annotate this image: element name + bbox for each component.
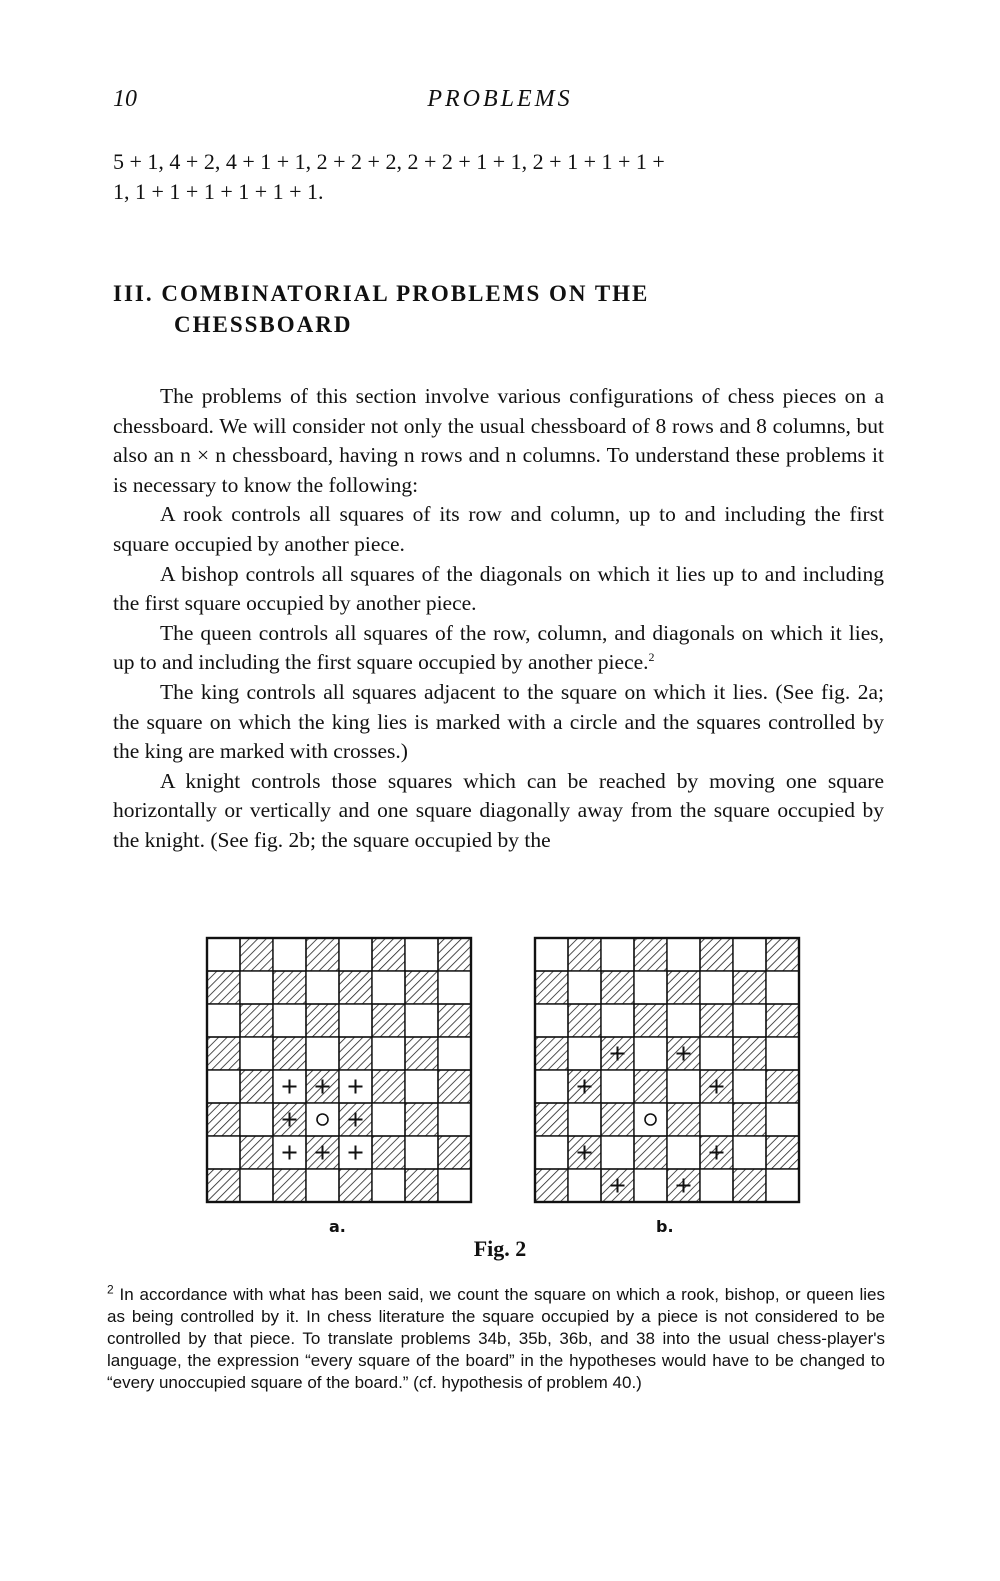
board-a-square — [306, 1169, 339, 1202]
board-a-square — [207, 1169, 240, 1202]
board-a-square — [207, 1103, 240, 1136]
sum-line-2: 1, 1 + 1 + 1 + 1 + 1 + 1. — [113, 179, 324, 204]
board-b-square — [700, 938, 733, 971]
board-a-square — [372, 1136, 405, 1169]
board-b-square — [667, 1070, 700, 1103]
board-b-square — [601, 1070, 634, 1103]
board-b-square — [601, 1004, 634, 1037]
board-b-square — [601, 1103, 634, 1136]
figure-label-a: a. — [329, 1217, 346, 1236]
board-a-square — [438, 938, 471, 971]
board-a-square — [372, 1103, 405, 1136]
board-b-square — [535, 971, 568, 1004]
board-b-square — [535, 1004, 568, 1037]
board-b-square — [700, 1103, 733, 1136]
body-text — [113, 382, 884, 856]
figure-caption: Fig. 2 — [473, 1236, 527, 1261]
running-head — [0, 86, 1000, 118]
board-a-square — [405, 1169, 438, 1202]
board-a-square — [339, 1169, 372, 1202]
board-a-square — [372, 1004, 405, 1037]
footnote-text: In accordance with what has been said, we count the square on which a rook, bishop, or queen lies as being controlled by it. In chess literature the square occupied by a piece is not considered to be controlled by that piece. To translate problems 34b, 35b, 36b, and 38 into the usual chess-player's language, the expression “every square of the board” in the hypotheses would have to be changed to “every unoccupied square of the board.” (cf. hypothesis of problem 40.) — [107, 1285, 885, 1392]
board-b-square — [601, 1136, 634, 1169]
board-a-square — [339, 1004, 372, 1037]
board-b-square — [733, 1070, 766, 1103]
board-b-square — [601, 938, 634, 971]
board-b-square — [568, 1103, 601, 1136]
board-b-square — [568, 1037, 601, 1070]
board-b-square — [535, 1037, 568, 1070]
board-b-square — [667, 938, 700, 971]
paragraph-king: The king controls all squares adjacent to the square on which it lies. (See fig. 2a; the square on which the king lies is marked with a circle and the squares controlled by the king are marked with crosses.) — [113, 679, 884, 764]
board-b-square — [667, 1136, 700, 1169]
board-b-square — [766, 1004, 799, 1037]
board-a-square — [405, 938, 438, 971]
footnote-ref: 2 — [648, 650, 655, 665]
board-a-square — [240, 971, 273, 1004]
board-b-square — [766, 938, 799, 971]
board-b-square — [535, 1169, 568, 1202]
board-a-square — [438, 1037, 471, 1070]
footnote — [107, 1284, 885, 1394]
board-b-square — [700, 971, 733, 1004]
paragraph-rook: A rook controls all squares of its row and column, up to and including the first square occupied by another piece. — [113, 502, 884, 556]
board-a-square — [207, 1070, 240, 1103]
board-a-square — [207, 1004, 240, 1037]
board-a-square — [306, 1037, 339, 1070]
board-a-square — [339, 938, 372, 971]
board-a-square — [207, 938, 240, 971]
board-b-square — [667, 1004, 700, 1037]
figure-label-b: b. — [656, 1217, 674, 1236]
page-number: 10 — [113, 86, 137, 112]
board-a-square — [372, 971, 405, 1004]
board-b-square — [700, 1004, 733, 1037]
paragraph-queen-text: The queen controls all squares of the row, column, and diagonals on which it lies, up to and including the first square occupied by another piece. — [113, 620, 884, 675]
board-a-square — [240, 938, 273, 971]
board-a-square — [273, 1037, 306, 1070]
board-a-square — [438, 1103, 471, 1136]
board-b-square — [733, 1136, 766, 1169]
board-b-square — [766, 1070, 799, 1103]
board-a-square — [240, 1169, 273, 1202]
board-a-square — [438, 1070, 471, 1103]
board-b-square — [535, 938, 568, 971]
board-a-square — [240, 1103, 273, 1136]
board-a-square — [240, 1136, 273, 1169]
board-a-square — [240, 1070, 273, 1103]
board-a-square — [405, 971, 438, 1004]
board-b-square — [766, 1037, 799, 1070]
board-a-square — [405, 1070, 438, 1103]
board-b-square — [568, 971, 601, 1004]
board-b-square — [700, 1169, 733, 1202]
board-a-square — [372, 1037, 405, 1070]
board-a-square — [240, 1004, 273, 1037]
paragraph-queen — [113, 619, 884, 678]
board-b-square — [568, 1004, 601, 1037]
board-a-square — [306, 938, 339, 971]
sum-line-1: 5 + 1, 4 + 2, 4 + 1 + 1, 2 + 2 + 2, 2 + 2 + 1 + 1, 2 + 1 + 1 + 1 + — [113, 149, 665, 174]
section-heading-line-2: CHESSBOARD — [174, 312, 353, 337]
board-b-square — [667, 1103, 700, 1136]
board-b-square — [634, 1037, 667, 1070]
partition-sums — [113, 147, 885, 207]
paragraph-intro: The problems of this section involve various configurations of chess pieces on a chessboard. We will consider not only the usual chessboard of 8 rows and 8 columns, but also an n × n chessboard, having n rows and n columns. To understand these problems it is necessary to know the following: — [113, 384, 884, 497]
paragraph-bishop: A bishop controls all squares of the diagonals on which it lies up to and including the first square occupied by another piece. — [113, 561, 884, 616]
board-b-square — [766, 971, 799, 1004]
board-b-square — [766, 1169, 799, 1202]
running-title: PROBLEMS — [427, 86, 573, 112]
board-b-square — [766, 1136, 799, 1169]
board-b-square — [733, 971, 766, 1004]
board-a-square — [372, 1070, 405, 1103]
board-a-square — [273, 971, 306, 1004]
board-a-square — [339, 971, 372, 1004]
board-a-square — [273, 938, 306, 971]
board-a-square — [372, 938, 405, 971]
board-a-square — [438, 1136, 471, 1169]
paragraph-knight: A knight controls those squares which can be reached by moving one square horizontally or vertically and one square diagonally away from the square occupied by the knight. (See fig. 2b; the square occupied by the — [113, 768, 884, 852]
board-a-square — [339, 1037, 372, 1070]
board-a-square — [405, 1004, 438, 1037]
chessboard-a — [207, 938, 471, 1202]
chessboard-b — [535, 938, 799, 1202]
board-a-square — [306, 971, 339, 1004]
board-a-square — [207, 1136, 240, 1169]
board-b-square — [733, 938, 766, 971]
board-b-square — [667, 971, 700, 1004]
board-a-square — [273, 1004, 306, 1037]
board-a-square — [405, 1136, 438, 1169]
board-b-square — [634, 1136, 667, 1169]
board-b-square — [535, 1070, 568, 1103]
board-a-square — [438, 1004, 471, 1037]
board-a-square — [207, 1037, 240, 1070]
board-b-square — [601, 971, 634, 1004]
section-heading-line-1: III. COMBINATORIAL PROBLEMS ON THE — [113, 281, 650, 306]
board-b-square — [733, 1004, 766, 1037]
board-b-square — [634, 1169, 667, 1202]
board-a-square — [438, 971, 471, 1004]
board-a-square — [405, 1037, 438, 1070]
board-b-square — [634, 1070, 667, 1103]
board-b-square — [634, 938, 667, 971]
board-b-square — [733, 1103, 766, 1136]
board-a-square — [438, 1169, 471, 1202]
board-a-square — [372, 1169, 405, 1202]
board-b-square — [634, 1004, 667, 1037]
board-b-square — [568, 1169, 601, 1202]
board-b-square — [733, 1169, 766, 1202]
board-b-square — [700, 1037, 733, 1070]
section-heading — [113, 278, 913, 340]
board-a-square — [273, 1169, 306, 1202]
board-b-square — [766, 1103, 799, 1136]
board-b-square — [733, 1037, 766, 1070]
board-b-circle-mark — [645, 1114, 656, 1125]
footnote-marker: 2 — [107, 1282, 114, 1297]
board-b-square — [535, 1103, 568, 1136]
board-a-circle-mark — [317, 1114, 328, 1125]
board-b-square — [535, 1136, 568, 1169]
board-a-square — [240, 1037, 273, 1070]
board-a-square — [405, 1103, 438, 1136]
board-a-square — [306, 1004, 339, 1037]
board-b-square — [634, 971, 667, 1004]
figure-2 — [195, 930, 805, 1215]
board-a-square — [207, 971, 240, 1004]
board-b-square — [568, 938, 601, 971]
